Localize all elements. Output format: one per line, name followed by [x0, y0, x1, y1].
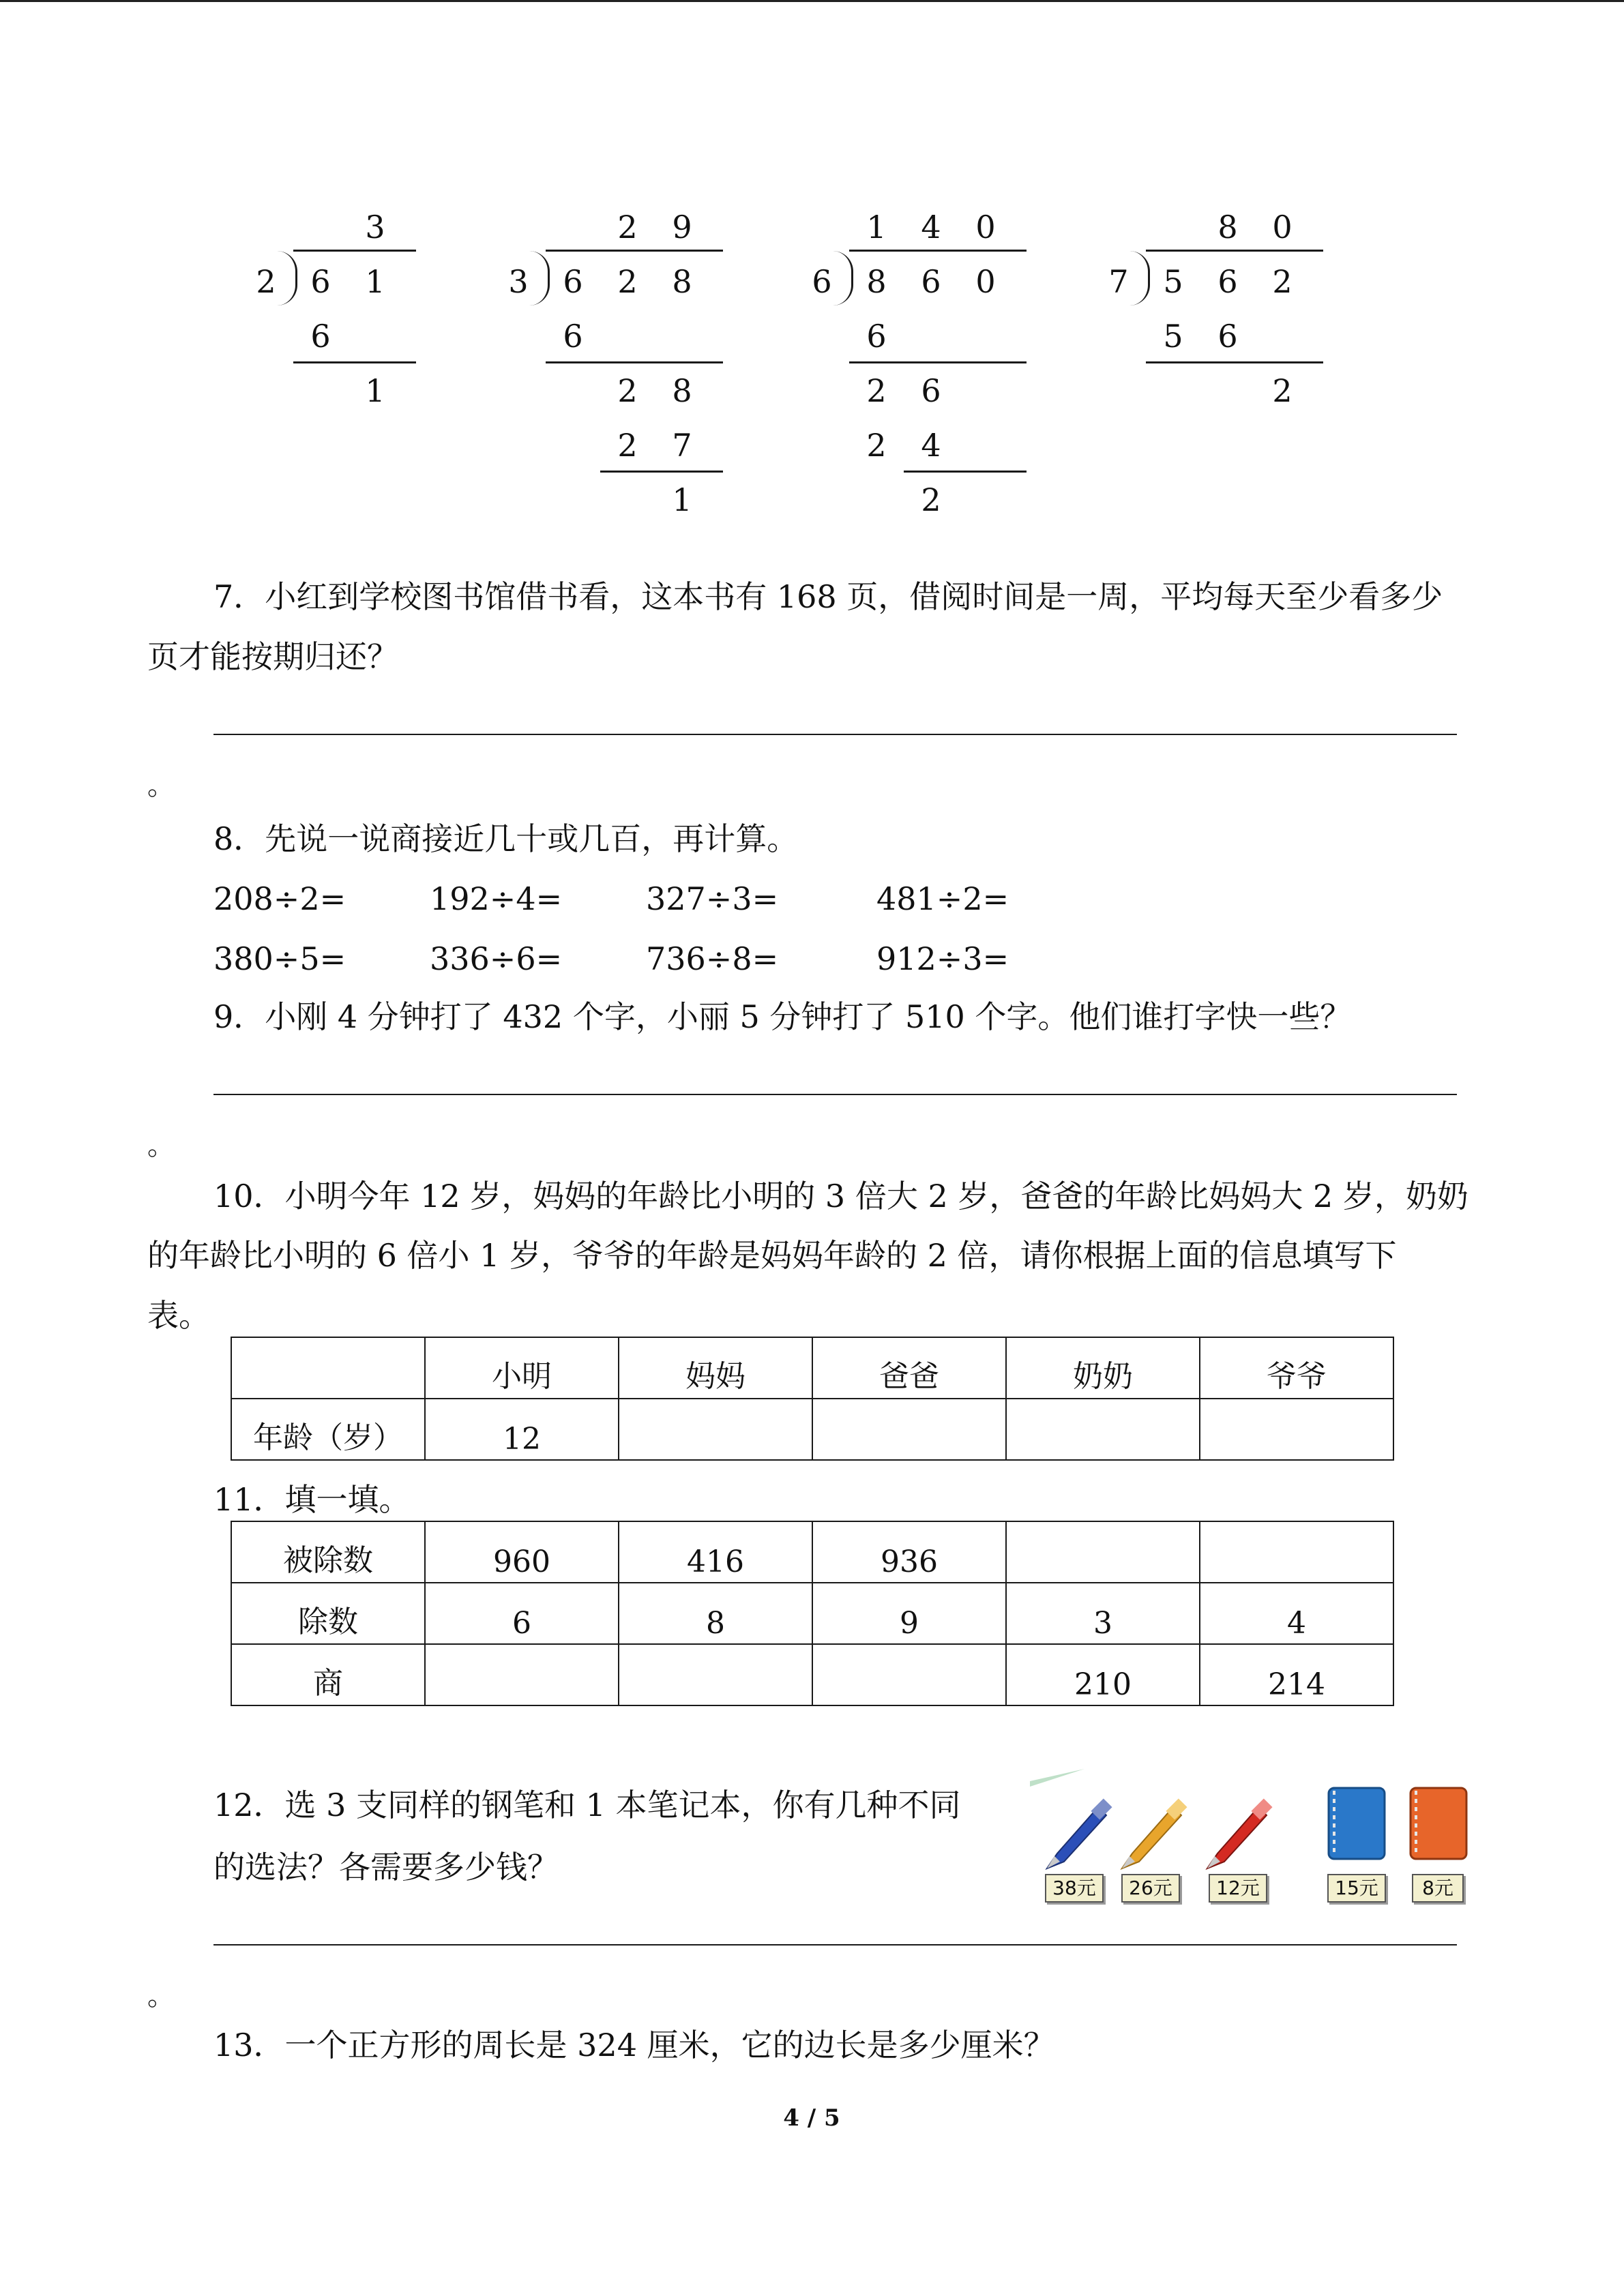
division-bracket	[529, 251, 550, 305]
division-top-bar	[849, 250, 1027, 252]
price-tag-blue-notebook: 15元	[1327, 1874, 1386, 1903]
q12-answer-line[interactable]	[213, 1944, 1457, 1945]
decorative-corner-icon	[1030, 1769, 1084, 1787]
q9-period: 。	[147, 1130, 175, 1161]
division-divisor: 7	[1108, 263, 1129, 300]
yellow-pen-icon	[1122, 1798, 1187, 1868]
division-dividend-digit: 1	[365, 263, 385, 300]
division-step-digit: 6	[1217, 318, 1238, 355]
price-tag-red-pen: 12元	[1209, 1874, 1267, 1903]
division-step-digit: 2	[1272, 372, 1293, 409]
q9-text: 9．小刚 4 分钟打了 432 个字，小丽 5 分钟打了 510 个字。他们谁打字快一些？	[213, 998, 1352, 1035]
division-divisor: 6	[812, 263, 832, 300]
division-table-row-label: 被除数	[231, 1521, 425, 1583]
division-bracket	[833, 251, 853, 305]
division-quotient-digit: 0	[1272, 209, 1293, 245]
division-step-underline	[904, 471, 1027, 473]
age-cell-baba[interactable]	[812, 1399, 1006, 1460]
division-step-digit: 6	[310, 318, 331, 355]
q11-title: 11．填一填。	[213, 1481, 411, 1518]
division-table-cell[interactable]	[425, 1644, 619, 1705]
q7-period: 。	[147, 770, 175, 801]
blue-notebook-icon	[1329, 1788, 1385, 1859]
q10-text-line1: 10．小明今年 12 岁，妈妈的年龄比小明的 3 倍大 2 岁，爸爸的年龄比妈妈大 2 岁，奶奶	[213, 1178, 1468, 1214]
division-step-underline	[849, 361, 1027, 363]
division-step-digit: 6	[563, 318, 583, 355]
q8-expr-1: 208÷2=	[213, 880, 346, 917]
age-table-header: 妈妈	[619, 1337, 812, 1399]
division-table-cell[interactable]	[619, 1644, 812, 1705]
age-cell-mama[interactable]	[619, 1399, 812, 1460]
division-table	[231, 1521, 1394, 1706]
division-step-digit: 2	[866, 372, 887, 409]
age-table-header: 爷爷	[1200, 1337, 1393, 1399]
division-step-digit: 1	[365, 372, 385, 409]
division-quotient-digit: 0	[975, 209, 996, 245]
q12-text-line1: 12．选 3 支同样的钢笔和 1 本笔记本，你有几种不同	[213, 1787, 961, 1823]
division-step-underline	[546, 361, 723, 363]
price-tag-yellow-pen: 26元	[1121, 1874, 1180, 1903]
division-quotient-digit: 4	[921, 209, 941, 245]
q7-answer-line[interactable]	[213, 734, 1457, 735]
price-tag-orange-notebook: 8元	[1412, 1874, 1464, 1903]
division-table-row	[231, 1644, 1393, 1705]
division-step-underline	[293, 361, 416, 363]
division-top-bar	[1146, 250, 1323, 252]
q9-answer-line[interactable]	[213, 1094, 1457, 1095]
division-step-digit: 2	[866, 427, 887, 464]
division-bracket	[277, 251, 297, 305]
division-table-cell: 210	[1006, 1644, 1200, 1705]
age-cell-xiaoming: 12	[425, 1399, 619, 1460]
page-top-border	[0, 0, 1624, 2]
division-step-digit: 2	[617, 427, 638, 464]
q8-expr-6: 336÷6=	[430, 940, 563, 977]
q7-text-line1: 7．小红到学校图书馆借书看，这本书有 168 页，借阅时间是一周，平均每天至少看多少	[213, 578, 1443, 615]
division-bracket	[1130, 251, 1150, 305]
division-dividend-digit: 0	[975, 263, 996, 300]
division-divisor: 2	[256, 263, 276, 300]
division-table-row	[231, 1521, 1393, 1583]
division-step-digit: 6	[921, 372, 941, 409]
division-step-digit: 1	[672, 481, 692, 518]
division-dividend-digit: 8	[672, 263, 692, 300]
division-dividend-digit: 2	[1272, 263, 1293, 300]
division-quotient-digit: 8	[1217, 209, 1238, 245]
price-picture	[1030, 1766, 1480, 1909]
division-step-digit: 8	[672, 372, 692, 409]
division-step-underline	[1146, 361, 1323, 363]
division-table-cell: 4	[1200, 1583, 1393, 1644]
q8-expr-8: 912÷3=	[876, 940, 1009, 977]
q8-expr-2: 192÷4=	[430, 880, 563, 917]
division-table-cell: 6	[425, 1583, 619, 1644]
division-step-digit: 5	[1163, 318, 1183, 355]
q10-text-line3: 表。	[147, 1297, 210, 1334]
orange-notebook-icon	[1411, 1788, 1466, 1859]
division-dividend-digit: 5	[1163, 263, 1183, 300]
division-step-underline	[600, 471, 723, 473]
q7-text-line2: 页才能按期归还？	[147, 638, 398, 675]
age-table	[231, 1337, 1394, 1461]
age-cell-nainai[interactable]	[1006, 1399, 1200, 1460]
division-table-cell: 8	[619, 1583, 812, 1644]
division-table-row-label: 商	[231, 1644, 425, 1705]
division-dividend-digit: 6	[1217, 263, 1238, 300]
division-table-cell: 416	[619, 1521, 812, 1583]
age-table-corner	[231, 1337, 425, 1399]
division-dividend-digit: 2	[617, 263, 638, 300]
age-table-row	[231, 1399, 1393, 1460]
division-table-cell: 936	[812, 1521, 1006, 1583]
age-table-header-row	[231, 1337, 1393, 1399]
division-table-cell[interactable]	[1006, 1521, 1200, 1583]
division-table-cell: 960	[425, 1521, 619, 1583]
division-table-row	[231, 1583, 1393, 1644]
age-table-header: 小明	[425, 1337, 619, 1399]
q8-expr-4: 481÷2=	[876, 880, 1009, 917]
price-tag-blue-pen: 38元	[1045, 1874, 1104, 1903]
q8-title: 8．先说一说商接近几十或几百，再计算。	[213, 820, 799, 857]
division-table-cell: 214	[1200, 1644, 1393, 1705]
division-dividend-digit: 6	[310, 263, 331, 300]
division-top-bar	[293, 250, 416, 252]
division-table-cell[interactable]	[812, 1644, 1006, 1705]
division-step-digit: 6	[866, 318, 887, 355]
division-divisor: 3	[508, 263, 529, 300]
division-dividend-digit: 6	[921, 263, 941, 300]
division-table-cell: 9	[812, 1583, 1006, 1644]
age-table-header: 爸爸	[812, 1337, 1006, 1399]
red-pen-icon	[1207, 1798, 1273, 1868]
division-step-digit: 4	[921, 427, 941, 464]
q10-text-line2: 的年龄比小明的 6 倍小 1 岁，爷爷的年龄是妈妈年龄的 2 倍，请你根据上面的信息填写下	[147, 1237, 1397, 1274]
division-dividend-digit: 6	[563, 263, 583, 300]
division-dividend-digit: 8	[866, 263, 887, 300]
pens-and-notebooks-illustration	[1030, 1766, 1480, 1875]
division-table-row-label: 除数	[231, 1583, 425, 1644]
division-quotient-digit: 1	[866, 209, 887, 245]
division-top-bar	[546, 250, 723, 252]
q8-expr-7: 736÷8=	[646, 940, 779, 977]
division-table-cell: 3	[1006, 1583, 1200, 1644]
division-step-digit: 2	[921, 481, 941, 518]
division-table-cell[interactable]	[1200, 1521, 1393, 1583]
division-quotient-digit: 2	[617, 209, 638, 245]
blue-pen-icon	[1047, 1798, 1112, 1868]
division-quotient-digit: 3	[365, 209, 385, 245]
division-step-digit: 2	[617, 372, 638, 409]
division-step-digit: 7	[672, 427, 692, 464]
q12-text-line2: 的选法？各需要多少钱？	[213, 1849, 559, 1885]
division-quotient-digit: 9	[672, 209, 692, 245]
age-table-header: 奶奶	[1006, 1337, 1200, 1399]
q8-expr-3: 327÷3=	[646, 880, 779, 917]
q13-text: 13．一个正方形的周长是 324 厘米，它的边长是多少厘米？	[213, 2027, 1055, 2063]
age-cell-yeye[interactable]	[1200, 1399, 1393, 1460]
age-table-row-label: 年龄（岁）	[231, 1399, 425, 1460]
q12-period: 。	[147, 1980, 175, 2012]
page-number: 4 / 5	[783, 2104, 840, 2132]
q8-expr-5: 380÷5=	[213, 940, 346, 977]
